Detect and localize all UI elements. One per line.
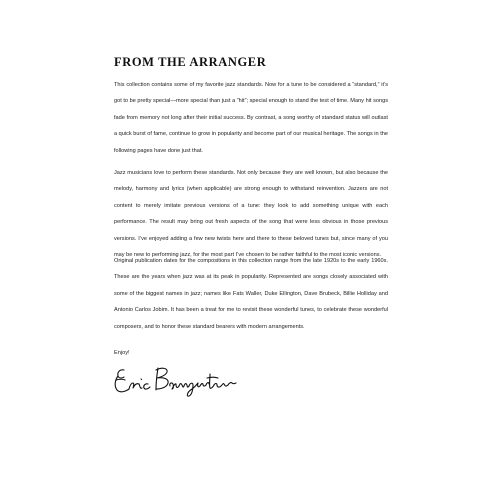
closing-line: Enjoy!	[114, 350, 130, 356]
paragraph-musicians: Jazz musicians love to perform these standards. Not only because they are well known, but also because the melody, harmony and lyrics (when applicable) are strong enough to withstand reinvention. Jazzers are not content to merely imitate previous versions of a tune: they look to add something unique with each performance. The result may bring out fresh aspects of the song that were less obvious in those previous versions. I’ve enjoyed adding a few new twists here and there to these beloved tunes but, since many of you may be new to performing jazz, for the most part I’ve chosen to be rather faithful to the most iconic versions.	[114, 170, 388, 259]
handwritten-signature	[112, 362, 240, 398]
paragraph-history: Original publication dates for the compositions in this collection range from the late 1920s to the early 1960s. These are the years when jazz was at its peak in popularity. Represented are songs closely associated with some of the biggest names in jazz; names like Fats Waller, Duke Ellington, Dave Brubeck, Billie Holliday and Antonio Carlos Jobim. It has been a treat for me to revisit these wonderful tunes, to celebrate these wonderful composers, and to honor these standard bearers with modern arrangements.	[114, 258, 388, 330]
page-title: FROM THE ARRANGER	[114, 55, 267, 69]
paragraph-intro: This collection contains some of my favorite jazz standards. Now for a tune to be considered a “standard,” it’s got to be pretty special—more special than just a “hit”; special enough to stand the test of time. Many hit songs fade from memory not long after their initial success. By contrast, a song worthy of standard status will outlast a quick burst of fame, continue to grow in popularity and become part of our musical heritage. The songs in the following pages have done just that.	[114, 82, 388, 154]
